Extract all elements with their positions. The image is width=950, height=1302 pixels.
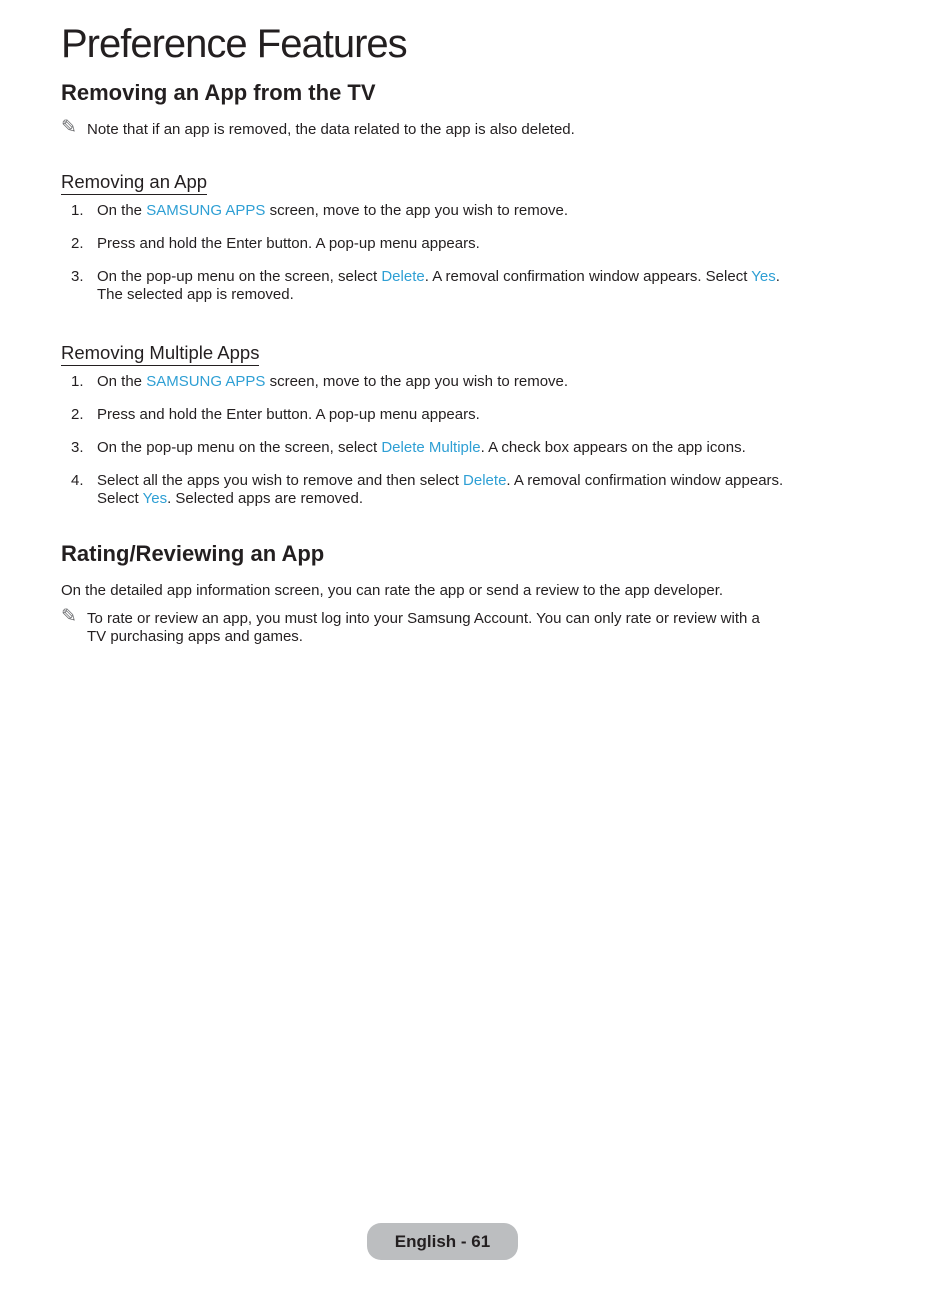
step-text: On the — [97, 373, 147, 390]
highlight-samsung-apps: SAMSUNG APPS — [146, 202, 266, 219]
step-text: Press and hold the Enter button. A pop-up menu appears. — [97, 406, 480, 423]
step-number: 4. — [71, 472, 84, 489]
step-text: On the pop-up menu on the screen, select — [97, 439, 382, 456]
note-app-removed — [61, 117, 781, 139]
section-heading-rating: Rating/Reviewing an App — [61, 541, 325, 566]
note-text: Note that if an app is removed, the data related to the app is also deleted. — [87, 121, 575, 138]
step-text: Select all the apps you wish to remove and then select — [97, 472, 464, 489]
step-number: 1. — [71, 373, 84, 390]
chapter-title: Preference Features — [61, 22, 407, 66]
step-number: 3. — [71, 268, 84, 285]
highlight-yes: Yes — [142, 490, 168, 507]
step-number: 2. — [71, 235, 84, 252]
step-text: . A removal confirmation window appears. Select — [424, 268, 752, 285]
step-text: . A removal confirmation window appears. Select — [97, 472, 784, 507]
subheading-removing-an-app: Removing an App — [61, 171, 207, 195]
list-item — [61, 373, 801, 391]
list-item — [61, 202, 801, 220]
step-text: On the — [97, 202, 147, 219]
step-text: . The selected app is removed. — [97, 268, 780, 303]
steps-removing-multiple-apps — [61, 373, 801, 523]
step-text: screen, move to the app you wish to remove. — [265, 373, 569, 390]
steps-removing-an-app — [61, 202, 801, 319]
step-number: 3. — [71, 439, 84, 456]
step-text: . A check box appears on the app icons. — [480, 439, 746, 456]
highlight-delete-multiple: Delete Multiple — [381, 439, 481, 456]
list-item — [61, 439, 801, 457]
list-item — [61, 268, 801, 304]
subheading-removing-multiple-apps: Removing Multiple Apps — [61, 342, 259, 366]
page-number-badge: English - 61 — [367, 1223, 518, 1260]
list-item — [61, 235, 801, 253]
highlight-yes: Yes — [751, 268, 776, 285]
step-text: . Selected apps are removed. — [167, 490, 364, 507]
list-item — [61, 472, 801, 508]
step-text: On the pop-up menu on the screen, select — [97, 268, 382, 285]
highlight-delete: Delete — [463, 472, 507, 489]
section-heading-removing-app: Removing an App from the TV — [61, 80, 376, 105]
highlight-samsung-apps: SAMSUNG APPS — [146, 373, 266, 390]
note-samsung-account — [61, 606, 781, 646]
list-item — [61, 406, 801, 424]
pencil-icon: ✎ — [61, 117, 77, 138]
step-text: screen, move to the app you wish to remove. — [265, 202, 569, 219]
step-number: 1. — [71, 202, 84, 219]
step-text: Press and hold the Enter button. A pop-up menu appears. — [97, 235, 480, 252]
highlight-delete: Delete — [381, 268, 425, 285]
note-text: To rate or review an app, you must log into your Samsung Account. You can only rate or review with a TV purchasing apps and games. — [87, 610, 760, 645]
rating-body-text: On the detailed app information screen, you can rate the app or send a review to the app developer. — [61, 582, 724, 599]
pencil-icon: ✎ — [61, 606, 77, 627]
step-number: 2. — [71, 406, 84, 423]
